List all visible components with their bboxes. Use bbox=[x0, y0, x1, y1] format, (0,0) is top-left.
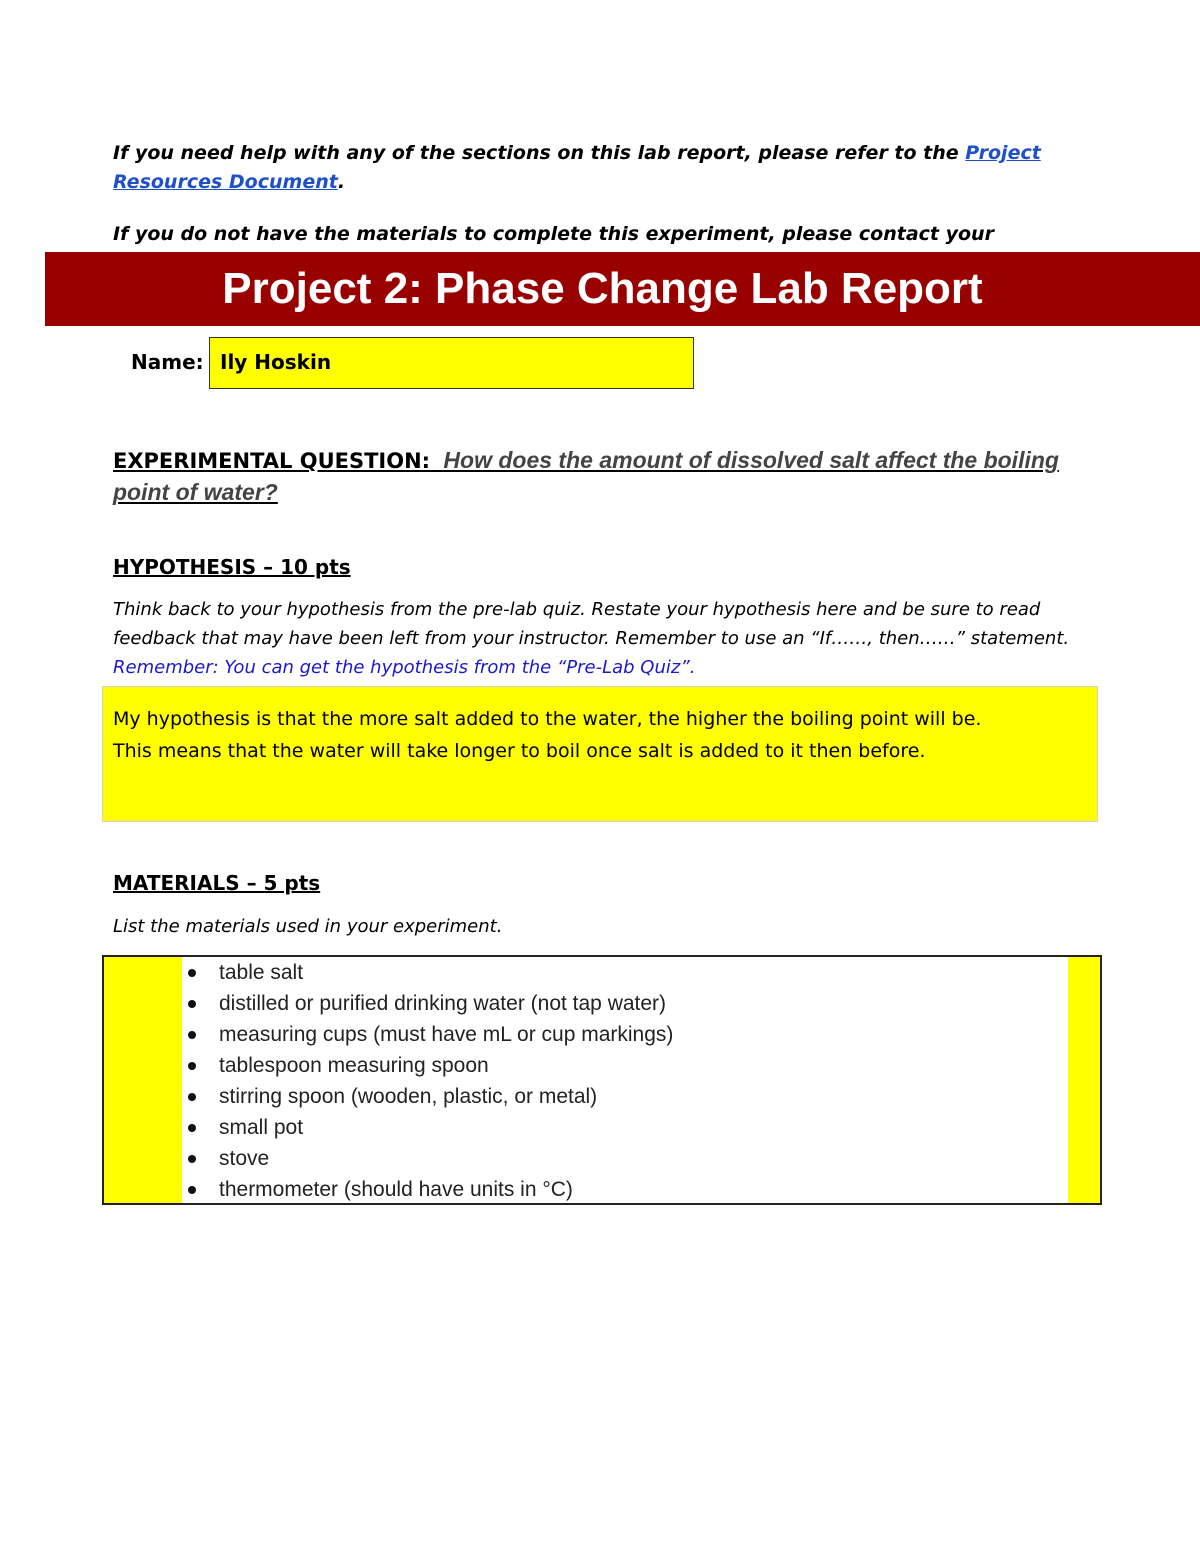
hypothesis-answer-box[interactable] bbox=[102, 686, 1098, 822]
help-note-text: If you need help with any of the sections on this lab report, please refer to the bbox=[113, 142, 966, 164]
hypothesis-reminder: Remember: You can get the hypothesis from the “Pre-Lab Quiz”. bbox=[113, 657, 696, 678]
list-item bbox=[182, 1174, 1068, 1205]
materials-heading: MATERIALS – 5 pts bbox=[113, 871, 321, 895]
question-text: How does the amount of dissolved salt affect the boiling point of water? bbox=[113, 447, 1059, 505]
hypothesis-instructions bbox=[113, 595, 1093, 682]
materials-note: If you do not have the materials to complete this experiment, please contact your bbox=[113, 223, 994, 245]
list-item bbox=[182, 1112, 1068, 1143]
project-resources-link[interactable]: Project Resources Document bbox=[113, 142, 1041, 193]
bullet-icon bbox=[188, 1155, 196, 1163]
material-text: thermometer (should have units in °C) bbox=[219, 1178, 573, 1201]
material-text: distilled or purified drinking water (not tap water) bbox=[219, 992, 667, 1015]
material-text: tablespoon measuring spoon bbox=[219, 1054, 489, 1077]
question-label: EXPERIMENTAL QUESTION: bbox=[113, 449, 431, 473]
hypothesis-answer-line: This means that the water will take longer to boil once salt is added to it then before. bbox=[113, 740, 926, 762]
hypothesis-heading: HYPOTHESIS – 10 pts bbox=[113, 555, 351, 579]
help-note bbox=[113, 139, 1073, 197]
bullet-icon bbox=[188, 1124, 196, 1132]
materials-list bbox=[182, 957, 1068, 1205]
list-item bbox=[182, 988, 1068, 1019]
bullet-icon bbox=[188, 1000, 196, 1008]
materials-instructions: List the materials used in your experiment. bbox=[113, 916, 503, 937]
experimental-question bbox=[113, 445, 1073, 509]
material-text: measuring cups (must have mL or cup markings) bbox=[219, 1023, 674, 1046]
list-item bbox=[182, 957, 1068, 988]
material-text: small pot bbox=[219, 1116, 304, 1139]
list-item bbox=[182, 1081, 1068, 1112]
page-title: Project 2: Phase Change Lab Report bbox=[222, 264, 983, 313]
help-note-period: . bbox=[337, 171, 346, 193]
bullet-icon bbox=[188, 969, 196, 977]
list-item bbox=[182, 1019, 1068, 1050]
hypothesis-instructions-text: Think back to your hypothesis from the pre-lab quiz. Restate your hypothesis here and be sure to read feedback that may have been left from your instructor. Remember to use an “If……, then……” statement. bbox=[113, 599, 1070, 649]
material-text: stirring spoon (wooden, plastic, or metal) bbox=[219, 1085, 598, 1108]
name-label: Name: bbox=[131, 350, 204, 374]
material-text: table salt bbox=[219, 961, 304, 984]
materials-cell[interactable] bbox=[182, 957, 1068, 1203]
bullet-icon bbox=[188, 1186, 196, 1194]
list-item bbox=[182, 1050, 1068, 1081]
bullet-icon bbox=[188, 1062, 196, 1070]
bullet-icon bbox=[188, 1031, 196, 1039]
materials-table bbox=[102, 955, 1102, 1205]
list-item bbox=[182, 1143, 1068, 1174]
hypothesis-answer-line: My hypothesis is that the more salt added to the water, the higher the boiling point will be. bbox=[113, 708, 982, 730]
bullet-icon bbox=[188, 1093, 196, 1101]
material-text: stove bbox=[219, 1147, 270, 1170]
name-field[interactable]: Ily Hoskin bbox=[209, 337, 694, 389]
title-banner bbox=[45, 252, 1200, 326]
